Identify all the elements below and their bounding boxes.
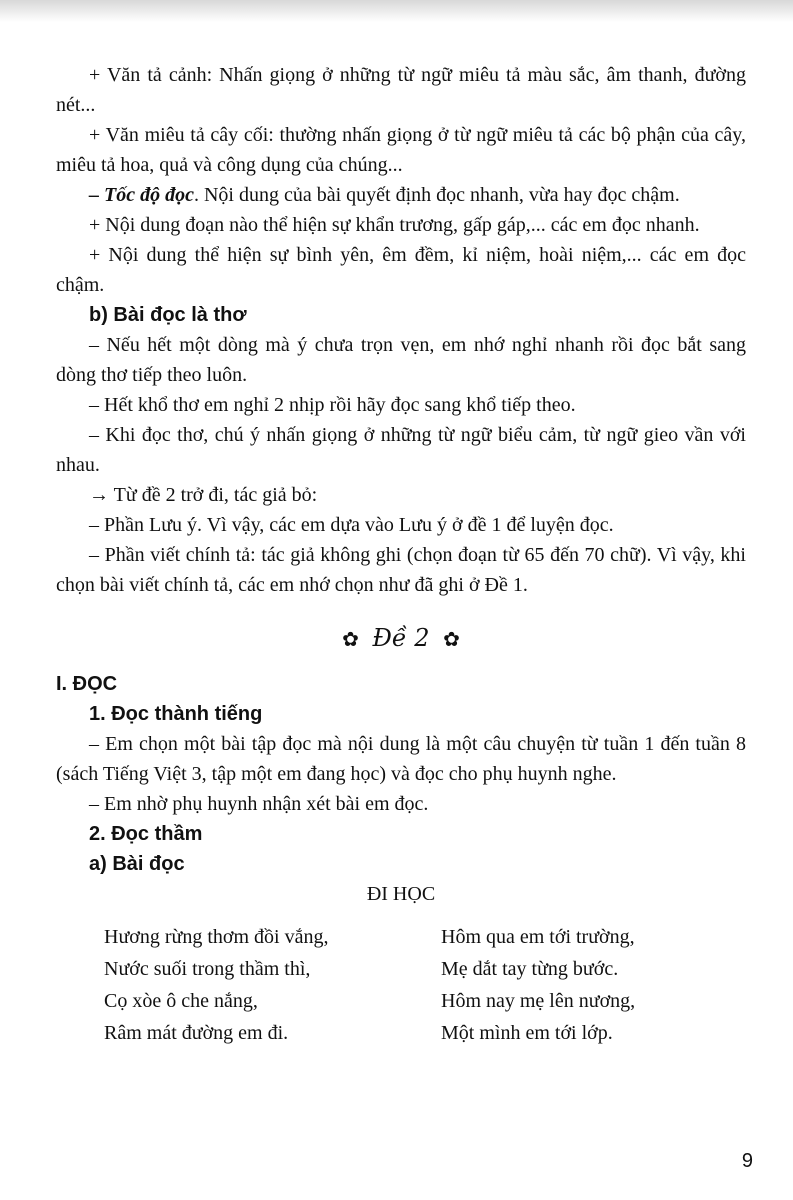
note-luu-y: – Phần Lưu ý. Vì vậy, các em dựa vào Lưu ý ở đề 1 để luyện đọc.	[89, 514, 614, 536]
page-number: 9	[741, 1150, 753, 1172]
poem-line: Một mình em tới lớp.	[441, 1022, 613, 1044]
poem-body	[56, 921, 746, 1049]
paragraph-van-ta-canh: + Văn tả cảnh: Nhấn giọng ở những từ ngữ miêu tả màu sắc, âm thanh, đường nét...	[56, 64, 746, 116]
poem-stanza-right	[401, 921, 746, 1049]
paragraph-nhan-xet: – Em nhờ phụ huynh nhận xét bài em đọc.	[89, 793, 429, 815]
poem-rule-3: – Khi đọc thơ, chú ý nhấn giọng ở những từ ngữ biểu cảm, từ ngữ gieo vần với nhau.	[56, 424, 746, 476]
flower-icon: ✿	[443, 627, 460, 651]
de-2-title	[56, 622, 746, 655]
poem-stanza-left	[56, 921, 401, 1049]
poem-line: Nước suối trong thầm thì,	[104, 958, 311, 980]
de-2-text: Đề 2	[372, 624, 430, 652]
poem-rule-2: – Hết khổ thơ em nghỉ 2 nhịp rồi hãy đọc sang khổ tiếp theo.	[89, 394, 576, 416]
flower-icon: ✿	[342, 627, 359, 651]
poem-line: Hôm nay mẹ lên nương,	[441, 990, 636, 1012]
page-top-shadow	[0, 0, 793, 22]
poem-line: Mẹ dắt tay từng bước.	[441, 958, 619, 980]
poem-line: Hôm qua em tới trường,	[441, 926, 635, 948]
paragraph-doc-cham: + Nội dung thể hiện sự bình yên, êm đềm, kỉ niệm, hoài niệm,... các em đọc chậm.	[56, 244, 746, 296]
paragraph-van-mieu-ta-cay-coi: + Văn miêu tả cây cối: thường nhấn giọng ở từ ngữ miêu tả các bộ phận của cây, miêu tả hoa, quả và công dụng của chúng...	[56, 124, 746, 176]
paragraph-chon-bai: – Em chọn một bài tập đọc mà nội dung là một câu chuyện từ tuần 1 đến tuần 8 (sách Tiếng Việt 3, tập một em đang học) và đọc cho phụ huynh nghe.	[56, 733, 746, 785]
poem-line: Râm mát đường em đi.	[104, 1022, 289, 1044]
heading-doc: I. ĐỌC	[56, 673, 118, 695]
toc-do-doc-label: Tốc độ đọc	[104, 184, 194, 206]
heading-bai-doc: a) Bài đọc	[89, 853, 185, 875]
paragraph-doc-nhanh: + Nội dung đoạn nào thể hiện sự khẩn trương, gấp gáp,... các em đọc nhanh.	[89, 214, 700, 236]
heading-bai-doc-la-tho: b) Bài đọc là thơ	[89, 304, 247, 326]
paragraph-toc-do-doc	[56, 180, 746, 210]
poem-rule-1: – Nếu hết một dòng mà ý chưa trọn vẹn, em nhớ nghỉ nhanh rồi đọc bắt sang dòng thơ tiếp theo luôn.	[56, 334, 746, 386]
note-chinh-ta: – Phần viết chính tả: tác giả không ghi (chọn đoạn từ 65 đến 70 chữ). Vì vậy, khi chọn bài viết chính tả, các em nhớ chọn như đã ghi ở Đề 1.	[56, 544, 746, 596]
poem-line: Hương rừng thơm đồi vắng,	[104, 926, 329, 948]
poem-line: Cọ xòe ô che nắng,	[104, 990, 258, 1012]
note-arrow: → Từ đề 2 trở đi, tác giả bỏ:	[89, 484, 318, 506]
poem-title: ĐI HỌC	[366, 883, 436, 905]
heading-doc-thanh-tieng: 1. Đọc thành tiếng	[89, 703, 263, 725]
page-content	[56, 60, 746, 1049]
dash: –	[89, 184, 99, 206]
toc-do-doc-text: . Nội dung của bài quyết định đọc nhanh, vừa hay đọc chậm.	[193, 184, 680, 206]
heading-doc-tham: 2. Đọc thầm	[89, 823, 203, 845]
